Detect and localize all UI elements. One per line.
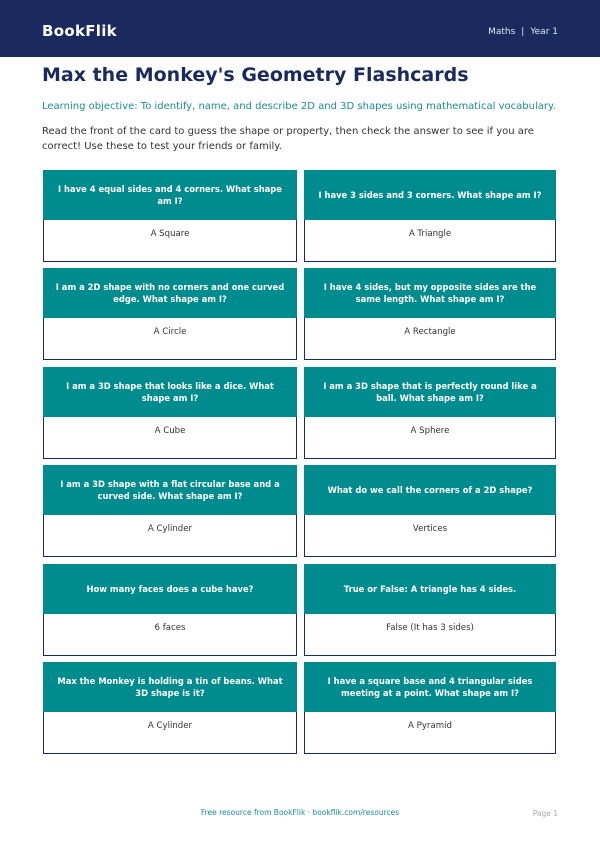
- flashcard-answer: A Square: [43, 220, 297, 262]
- page-number: Page 1: [532, 809, 558, 818]
- flashcard-question: I have 3 sides and 3 corners. What shape am I?: [304, 170, 556, 220]
- flashcard-question: I have a square base and 4 triangular sides meeting at a point. What shape am I?: [304, 662, 556, 712]
- flashcard-answer: False (It has 3 sides): [304, 614, 556, 656]
- flashcard-answer: A Cube: [43, 417, 297, 459]
- flashcard-answer: A Sphere: [304, 417, 556, 459]
- flashcard-question: Max the Monkey is holding a tin of beans. What 3D shape is it?: [43, 662, 297, 712]
- footer-resource-link[interactable]: Free resource from BookFlik · bookflik.com/resources: [200, 808, 400, 817]
- flashcard[interactable]: [304, 367, 556, 465]
- flashcard-question: I am a 2D shape with no corners and one curved edge. What shape am I?: [43, 268, 297, 318]
- flashcard-question: I have 4 equal sides and 4 corners. What shape am I?: [43, 170, 297, 220]
- flashcard[interactable]: [304, 268, 556, 366]
- flashcard-answer: A Pyramid: [304, 712, 556, 754]
- flashcard-answer: 6 faces: [43, 614, 297, 656]
- flashcard[interactable]: [43, 170, 297, 268]
- flashcard[interactable]: [43, 367, 297, 465]
- flashcard-answer: Vertices: [304, 515, 556, 557]
- flashcard-answer: A Rectangle: [304, 318, 556, 360]
- flashcard-question: I am a 3D shape that is perfectly round like a ball. What shape am I?: [304, 367, 556, 417]
- flashcard[interactable]: [304, 170, 556, 268]
- flashcard-answer: A Cylinder: [43, 515, 297, 557]
- flashcard[interactable]: [304, 662, 556, 760]
- intro-text: Read the front of the card to guess the shape or property, then check the answer to see if you are correct! Use these to test your friends or family.: [42, 126, 534, 152]
- brand-logo[interactable]: BookFlik: [42, 22, 117, 40]
- breadcrumb-subject[interactable]: Maths: [488, 27, 516, 37]
- flashcard[interactable]: [304, 564, 556, 662]
- learning-objective: Learning objective: To identify, name, and describe 2D and 3D shapes using mathematical vocabulary.: [42, 101, 556, 112]
- flashcard[interactable]: [304, 465, 556, 563]
- flashcard-question: True or False: A triangle has 4 sides.: [304, 564, 556, 614]
- flashcard[interactable]: [43, 268, 297, 366]
- flashcard-answer: A Triangle: [304, 220, 556, 262]
- flashcard-question: I am a 3D shape that looks like a dice. What shape am I?: [43, 367, 297, 417]
- flashcard[interactable]: [43, 662, 297, 760]
- flashcard[interactable]: [43, 564, 297, 662]
- flashcard-question: How many faces does a cube have?: [43, 564, 297, 614]
- flashcard-answer: A Cylinder: [43, 712, 297, 754]
- flashcard-question: I am a 3D shape with a flat circular base and a curved side. What shape am I?: [43, 465, 297, 515]
- breadcrumb: [488, 27, 558, 37]
- flashcard-question: What do we call the corners of a 2D shape?: [304, 465, 556, 515]
- header-bar: [0, 0, 600, 57]
- flashcard-answer: A Circle: [43, 318, 297, 360]
- breadcrumb-year[interactable]: Year 1: [530, 27, 558, 37]
- page-title: Max the Monkey's Geometry Flashcards: [42, 64, 469, 86]
- breadcrumb-separator: |: [521, 27, 525, 37]
- flashcard-grid: [43, 170, 556, 760]
- flashcard-question: I have 4 sides, but my opposite sides are the same length. What shape am I?: [304, 268, 556, 318]
- flashcard[interactable]: [43, 465, 297, 563]
